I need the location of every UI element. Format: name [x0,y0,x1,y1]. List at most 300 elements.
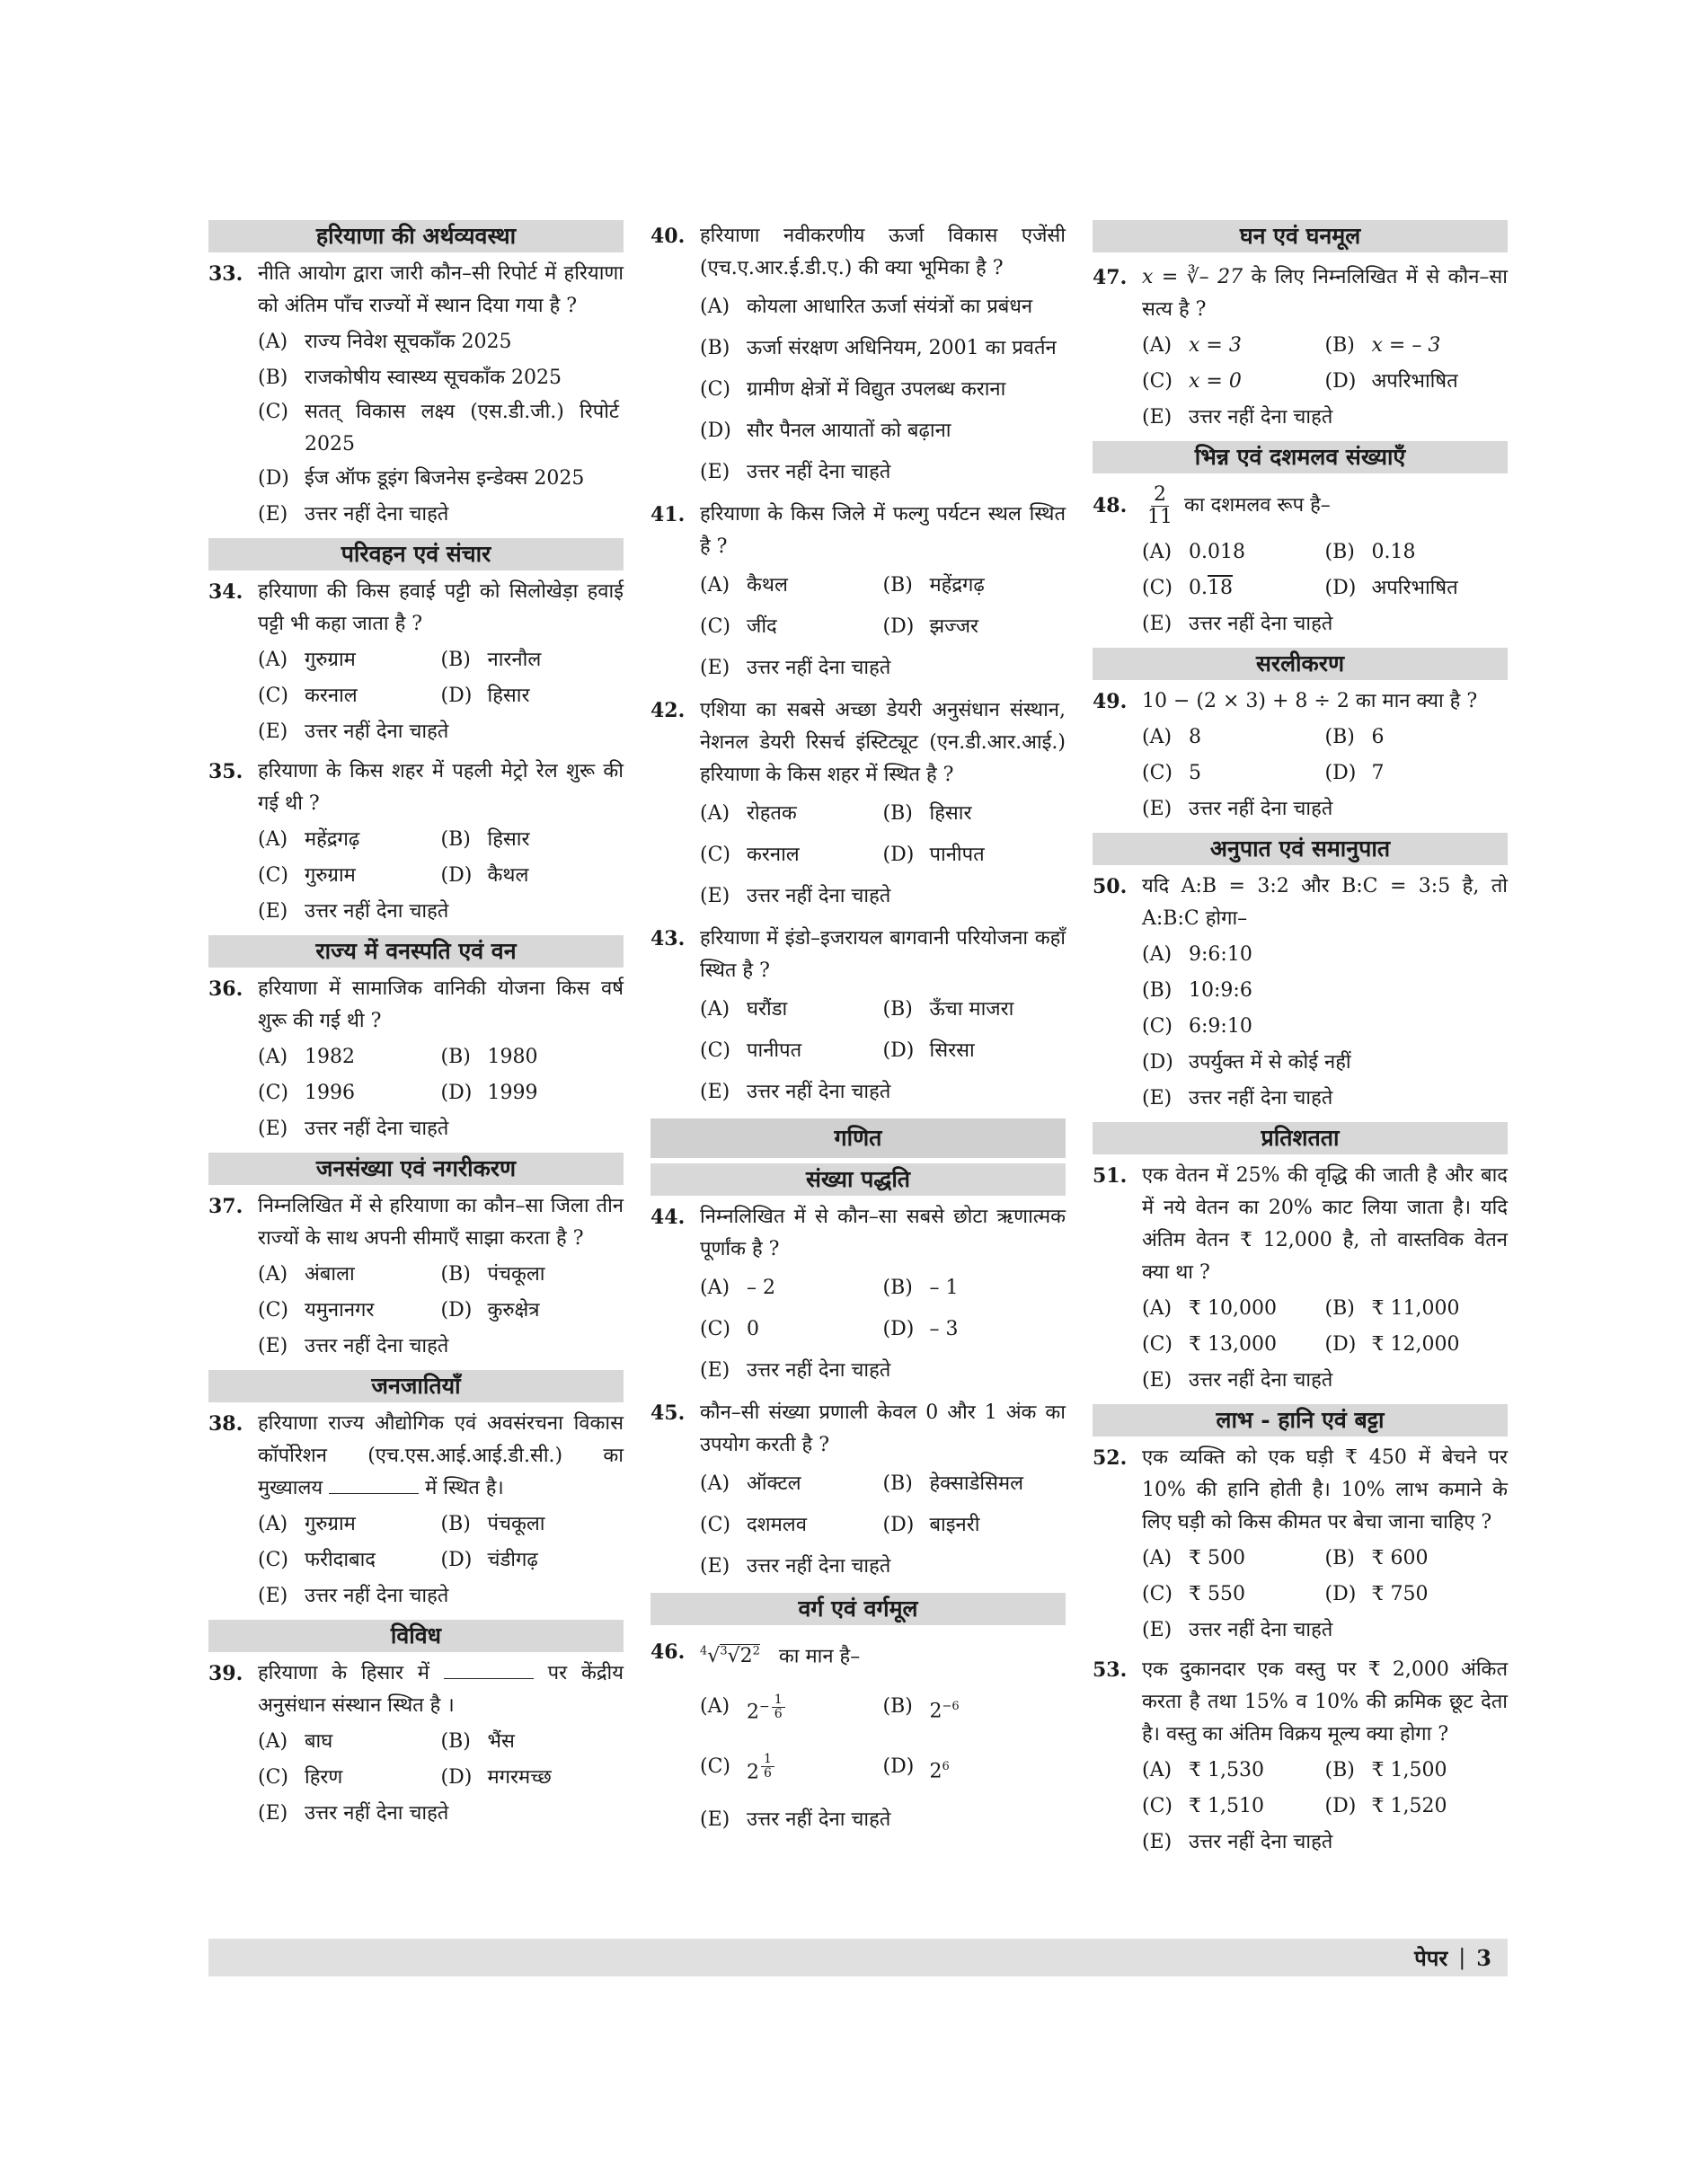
option-text: उत्तर नहीं देना चाहते [747,1555,891,1578]
question-number: 35. [208,760,243,783]
option-e [258,1578,624,1614]
option-text: ₹ 1,500 [1371,1759,1447,1781]
option-label: (D) [882,615,915,638]
option-text: हिरण [305,1766,343,1789]
question-43 [650,923,1066,987]
option-text: 0 [747,1318,759,1340]
question-45 [650,1397,1066,1462]
option-b [1325,1291,1509,1327]
option-label: (E) [700,1555,730,1578]
power-base: 2 [929,1700,942,1723]
question-number: 37. [208,1195,243,1218]
option-label: (A) [700,574,730,597]
option-e [700,1799,1066,1841]
option-c [1142,1327,1325,1363]
section-header-ratio: अनुपात एवं समानुपात [1093,833,1508,865]
question-number: 50. [1093,875,1128,898]
option-row [1142,1541,1508,1577]
option-label: (A) [1142,943,1173,966]
option-label: (A) [700,1695,730,1719]
option-text: 0.18 [1371,541,1416,563]
question-text: एक दुकानदार एक वस्तु पर ₹ 2,000 अंकित करता है तथा 15% व 10% की क्रमिक छूट देता है। वस्तु का अंतिम विक्रय मूल्य क्या होगा ? [1142,1658,1508,1746]
options-38 [208,1507,624,1614]
option-expression [930,1680,960,1739]
option-b [1325,720,1509,756]
option-c [258,858,441,894]
question-number: 34. [208,580,243,604]
option-c [700,1505,883,1546]
option-label: (E) [258,1118,288,1140]
option-text: महेंद्रगढ़ [929,574,985,597]
option-text: ऑक्टल [747,1472,801,1495]
option-d [441,1760,624,1796]
power-base: 2 [929,1759,942,1782]
options-40 [650,287,1066,493]
fill-blank [444,1660,534,1679]
option-label: (E) [1142,1369,1173,1392]
option-label: (B) [882,998,913,1021]
question-number: 40. [650,225,686,248]
radical-inner-index: 3 [720,1645,728,1658]
option-label: (E) [258,900,288,923]
option-text: सिरसा [929,1039,975,1062]
option-c [258,1293,441,1329]
question-number: 41. [650,503,686,526]
option-a [1142,328,1325,364]
section-header-population: जनसंख्या एवं नगरीकरण [208,1153,624,1185]
fraction-denominator: 11 [1147,505,1173,528]
option-label: (A) [1142,541,1173,563]
option-text: मगरमच्छ [487,1766,552,1789]
option-row [258,1293,624,1329]
section-header-simplification: सरलीकरण [1093,648,1508,680]
question-49 [1093,685,1508,718]
question-40 [650,220,1066,285]
option-a [700,1268,883,1309]
option-label: (B) [1324,541,1355,563]
option-e [258,497,624,533]
option-text: सौर पैनल आयातों को बढ़ाना [747,420,951,442]
question-text: हरियाणा नवीकरणीय ऊर्जा विकास एजेंसी (एच.ए.आर.ई.डी.ए.) की क्या भूमिका है ? [700,225,1066,279]
option-text: 10:9:6 [1189,979,1252,1002]
option-label: (E) [1142,1831,1173,1853]
option-label: (A) [700,296,730,318]
option-label: (C) [700,615,730,638]
option-label: (E) [1142,798,1173,820]
option-text: 1996 [305,1082,355,1104]
radical-base: 2 [739,1645,753,1668]
option-label: (B) [258,367,288,389]
option-text: x = – 3 [1371,334,1441,357]
option-text [1189,570,1233,606]
option-label: (E) [258,1585,288,1607]
option-label: (A) [1142,1297,1173,1320]
option-label: (D) [440,1549,473,1571]
option-e [700,452,1066,493]
option-text: उत्तर नहीं देना चाहते [1189,406,1333,429]
option-b [1325,535,1509,570]
option-row [1142,535,1508,570]
question-34 [208,576,624,641]
option-label: (C) [700,1514,730,1536]
question-number: 43. [650,927,686,950]
option-c [258,396,624,461]
option-label: (C) [258,685,288,707]
option-label: (B) [440,828,471,851]
option-text: पानीपत [747,1039,802,1062]
option-row [1142,756,1508,791]
option-text: गुरुग्राम [305,649,356,671]
question-text-part: के लिए निम्नलिखित में से कौन–सा सत्य है ? [1142,266,1508,321]
option-d [1325,1327,1509,1363]
option-d [700,411,1066,452]
option-d [883,1740,1066,1799]
option-b [883,793,1066,835]
option-d [258,461,624,497]
option-text: उत्तर नहीं देना चाहते [305,900,449,923]
option-text: रोहतक [747,802,797,825]
option-text: कुरुक्षेत्र [487,1299,540,1322]
option-c [258,678,441,714]
question-37 [208,1190,624,1255]
option-label: (D) [1324,1795,1357,1817]
options-33 [208,324,624,533]
option-text: उत्तर नहीं देना चाहते [305,1802,449,1825]
section-header-misc: विविध [208,1620,624,1652]
option-label: (A) [1142,1759,1173,1781]
option-label: (E) [1142,1087,1173,1109]
option-text: 5 [1189,762,1201,784]
option-text: ₹ 600 [1371,1547,1429,1569]
option-c [700,1030,883,1072]
section-header-percentage: प्रतिशतता [1093,1122,1508,1154]
option-text: 9:6:10 [1189,943,1252,966]
question-number: 49. [1093,690,1128,713]
option-label: (A) [700,998,730,1021]
option-b [441,1039,624,1075]
option-d [441,678,624,714]
option-label: (B) [440,1046,471,1068]
option-label: (B) [440,1730,471,1753]
options-47 [1093,328,1508,436]
option-label: (A) [700,802,730,825]
option-row [258,1507,624,1543]
option-label: (A) [258,331,288,353]
options-36 [208,1039,624,1147]
option-e [1142,1825,1508,1861]
option-c [700,1309,883,1350]
power-base: 2 [747,1701,759,1724]
option-label: (C) [700,1755,730,1778]
option-a [1142,1291,1325,1327]
option-e [1142,606,1508,642]
option-text: कोयला आधारित ऊर्जा संयंत्रों का प्रबंधन [747,296,1033,318]
option-label: (E) [1142,406,1173,429]
option-label: (B) [882,802,913,825]
option-row [258,822,624,858]
option-text: उत्तर नहीं देना चाहते [747,885,891,907]
option-label: (B) [882,1695,913,1719]
option-text: ऊँचा माजरा [929,998,1014,1021]
option-text: हिसार [929,802,972,825]
option-text: ₹ 1,530 [1189,1759,1264,1781]
radical-index: 4 [700,1645,708,1658]
page-footer [208,1939,1508,1976]
option-text: अपरिभाषित [1371,370,1458,393]
section-header-maths: गणित [650,1118,1066,1158]
question-text: एशिया का सबसे अच्छा डेयरी अनुसंधान संस्थान, नेशनल डेयरी रिसर्च इंस्टिट्यूट (एन.डी.आर.आई.) हरियाणा के किस शहर में स्थित है ? [700,699,1066,786]
option-text: बाघ [305,1730,333,1753]
question-52 [1093,1442,1508,1539]
option-text: उत्तर नहीं देना चाहते [305,1585,449,1607]
section-header-transport: परिवहन एवं संचार [208,538,624,570]
footer-label: पेपर [1414,1944,1448,1971]
option-text: उत्तर नहीं देना चाहते [1189,1619,1333,1641]
question-number: 36. [208,977,243,1001]
option-b [441,822,624,858]
question-text: 10 − (2 × 3) + 8 ÷ 2 का मान क्या है ? [1142,690,1478,712]
option-e [700,1546,1066,1587]
option-label: (B) [1324,726,1355,748]
option-row [1142,1789,1508,1825]
section-header-forest: राज्य में वनस्पति एवं वन [208,935,624,968]
option-label: (D) [440,864,473,887]
option-d [1325,1577,1509,1613]
option-c [700,835,883,876]
option-d [1325,364,1509,400]
option-label: (C) [1142,762,1173,784]
option-a [1142,535,1325,570]
option-a [700,989,883,1030]
option-label: (B) [1324,1547,1355,1569]
option-b [883,989,1066,1030]
option-text: ₹ 1,520 [1371,1795,1447,1817]
option-e [258,1111,624,1147]
option-text: करनाल [305,685,358,707]
option-row [1142,720,1508,756]
option-row [1142,364,1508,400]
option-label: (B) [440,649,471,671]
question-text: निम्नलिखित में से कौन–सा सबसे छोटा ऋणात्मक पूर्णांक है ? [700,1206,1066,1260]
option-a [258,642,441,678]
option-label: (D) [440,1082,473,1104]
option-row [258,1724,624,1760]
option-text: 8 [1189,726,1201,748]
option-label: (D) [1324,1583,1357,1605]
option-text: उत्तर नहीं देना चाहते [747,1359,891,1382]
option-b [883,1680,1066,1739]
option-row [700,606,1066,648]
footer-separator: | [1458,1945,1466,1970]
option-label: (E) [700,885,730,907]
option-text: उत्तर नहीं देना चाहते [1189,1369,1333,1392]
option-label: (E) [258,503,288,526]
option-text: कैथल [487,864,529,887]
option-label: (C) [1142,1333,1173,1356]
question-number: 33. [208,262,243,286]
option-e [700,648,1066,689]
option-b [258,360,624,396]
question-text [1142,261,1508,326]
question-text: निम्नलिखित में से हरियाणा का कौन–सा जिला तीन राज्यों के साथ अपनी सीमाएँ साझा करता है ? [258,1195,624,1250]
question-47 [1093,261,1508,326]
question-41 [650,499,1066,563]
option-label: (E) [700,1808,730,1831]
option-text: 0.018 [1189,541,1245,563]
option-text: हिसार [487,685,530,707]
question-39 [208,1658,624,1722]
option-text: ऊर्जा संरक्षण अधिनियम, 2001 का प्रवर्तन [747,337,1057,359]
option-label: (C) [1142,1015,1173,1038]
column-right [1093,220,1508,1866]
option-label: (D) [1324,370,1357,393]
option-label: (B) [1324,1297,1355,1320]
option-c [700,606,883,648]
exponent-numerator: 1 [772,1693,785,1708]
section-header-tribes: जनजातियाँ [208,1370,624,1402]
option-d [883,1505,1066,1546]
option-label: (C) [258,1549,288,1571]
option-a [258,1257,441,1293]
option-text: चंडीगढ़ [487,1549,538,1571]
option-d [441,858,624,894]
option-c [1142,570,1325,606]
option-text: फरीदाबाद [305,1549,376,1571]
option-d [1325,756,1509,791]
option-label: (D) [440,685,473,707]
option-row [700,565,1066,606]
option-row [258,1760,624,1796]
option-text: ₹ 13,000 [1189,1333,1277,1356]
options-49 [1093,720,1508,827]
power-exponent: 6 [942,1759,950,1773]
option-text: x = 0 [1189,370,1242,393]
option-label: (C) [1142,577,1173,599]
question-35 [208,756,624,820]
option-d [441,1293,624,1329]
question-text-part: हरियाणा के हिसार में [258,1662,429,1684]
option-row [1142,1753,1508,1789]
power-exponent: −6 [942,1700,960,1714]
option-text: ग्रामीण क्षेत्रों में विद्युत उपलब्ध कराना [747,378,1006,401]
option-text: नारनौल [487,649,542,671]
option-row [700,1268,1066,1309]
question-number: 51. [1093,1164,1128,1188]
option-row [700,1463,1066,1505]
question-number: 53. [1093,1658,1128,1682]
option-text: यमुनानगर [305,1299,375,1322]
options-50 [1093,937,1508,1117]
options-46 [650,1680,1066,1841]
option-label: (C) [1142,1795,1173,1817]
option-row [258,1075,624,1111]
option-b [700,328,1066,369]
question-text: हरियाणा के किस जिले में फल्गु पर्यटन स्थल स्थित है ? [700,503,1066,558]
section-header-cube: घन एवं घनमूल [1093,220,1508,252]
option-text: राजकोषीय स्वास्थ्य सूचकाँक 2025 [305,367,562,389]
option-label: (A) [258,649,288,671]
option-label: (D) [1324,1333,1357,1356]
power-base: 2 [747,1760,759,1783]
question-text: हरियाणा में सामाजिक वानिकी योजना किस वर्ष शुरू की गई थी ? [258,977,624,1032]
option-label: (C) [258,1082,288,1104]
options-48 [1093,535,1508,642]
option-b [1142,973,1508,1009]
radical-exponent: 2 [752,1645,760,1658]
option-label: (A) [700,1472,730,1495]
option-d [1325,1789,1509,1825]
question-text: एक वेतन में 25% की वृद्धि की जाती है और बाद में नये वेतन का 20% काट लिया जाता है। यदि अंतिम वेतन ₹ 12,000 है, तो वास्तविक वेतन क्या था ? [1142,1164,1508,1284]
option-label: (A) [700,1277,730,1299]
option-label: (D) [258,467,289,490]
question-text [258,1658,624,1722]
question-text: नीति आयोग द्वारा जारी कौन–सी रिपोर्ट में हरियाणा को अंतिम पाँच राज्यों में स्थान दिया गया है ? [258,262,624,317]
option-expression [747,1680,787,1739]
options-51 [1093,1291,1508,1399]
option-c [700,369,1066,411]
option-label: (C) [258,864,288,887]
question-number: 52. [1093,1446,1128,1470]
option-row [258,1257,624,1293]
option-e [258,894,624,930]
option-label: (D) [882,1039,915,1062]
options-45 [650,1463,1066,1587]
option-row [258,678,624,714]
option-row [258,1543,624,1578]
option-label: (C) [258,401,288,423]
option-b [1325,1541,1509,1577]
option-text: हिसार [487,828,530,851]
option-a [258,1507,441,1543]
option-label: (A) [1142,726,1173,748]
question-48 [1093,479,1508,533]
section-header-economy: हरियाणा की अर्थव्यवस्था [208,220,624,252]
option-c [1142,364,1325,400]
column-left [208,220,624,1837]
option-label: (C) [1142,370,1173,393]
option-text: सतत् विकास लक्ष्य (एस.डी.जी.) रिपोर्ट 2025 [305,401,619,455]
option-row [700,1505,1066,1546]
option-row [700,1680,1066,1739]
option-a [700,793,883,835]
question-text-part: का दशमलव रूप है– [1184,494,1331,517]
option-label: (A) [1142,1547,1173,1569]
option-c [258,1760,441,1796]
option-c [1142,1009,1508,1045]
option-e [258,1796,624,1832]
option-text: उत्तर नहीं देना चाहते [305,503,449,526]
option-row [1142,570,1508,606]
option-label: (C) [700,844,730,866]
question-text-part: का मान है– [778,1645,861,1668]
option-b [883,1463,1066,1505]
option-label: (B) [882,574,913,597]
option-label: (A) [258,1513,288,1535]
option-text: उत्तर नहीं देना चाहते [747,461,891,483]
option-text: उत्तर नहीं देना चाहते [747,657,891,679]
question-44 [650,1201,1066,1266]
option-text: ₹ 10,000 [1189,1297,1277,1320]
question-text: यदि A:B = 3:2 और B:C = 3:5 है, तो A:B:C होगा– [1142,875,1508,930]
option-text: 7 [1371,762,1385,784]
option-label: (C) [700,1039,730,1062]
option-text: – 2 [747,1277,775,1299]
option-expression [930,1740,950,1799]
option-row [1142,1291,1508,1327]
option-expression [747,1740,776,1799]
option-c [258,1075,441,1111]
option-label: (B) [440,1513,471,1535]
